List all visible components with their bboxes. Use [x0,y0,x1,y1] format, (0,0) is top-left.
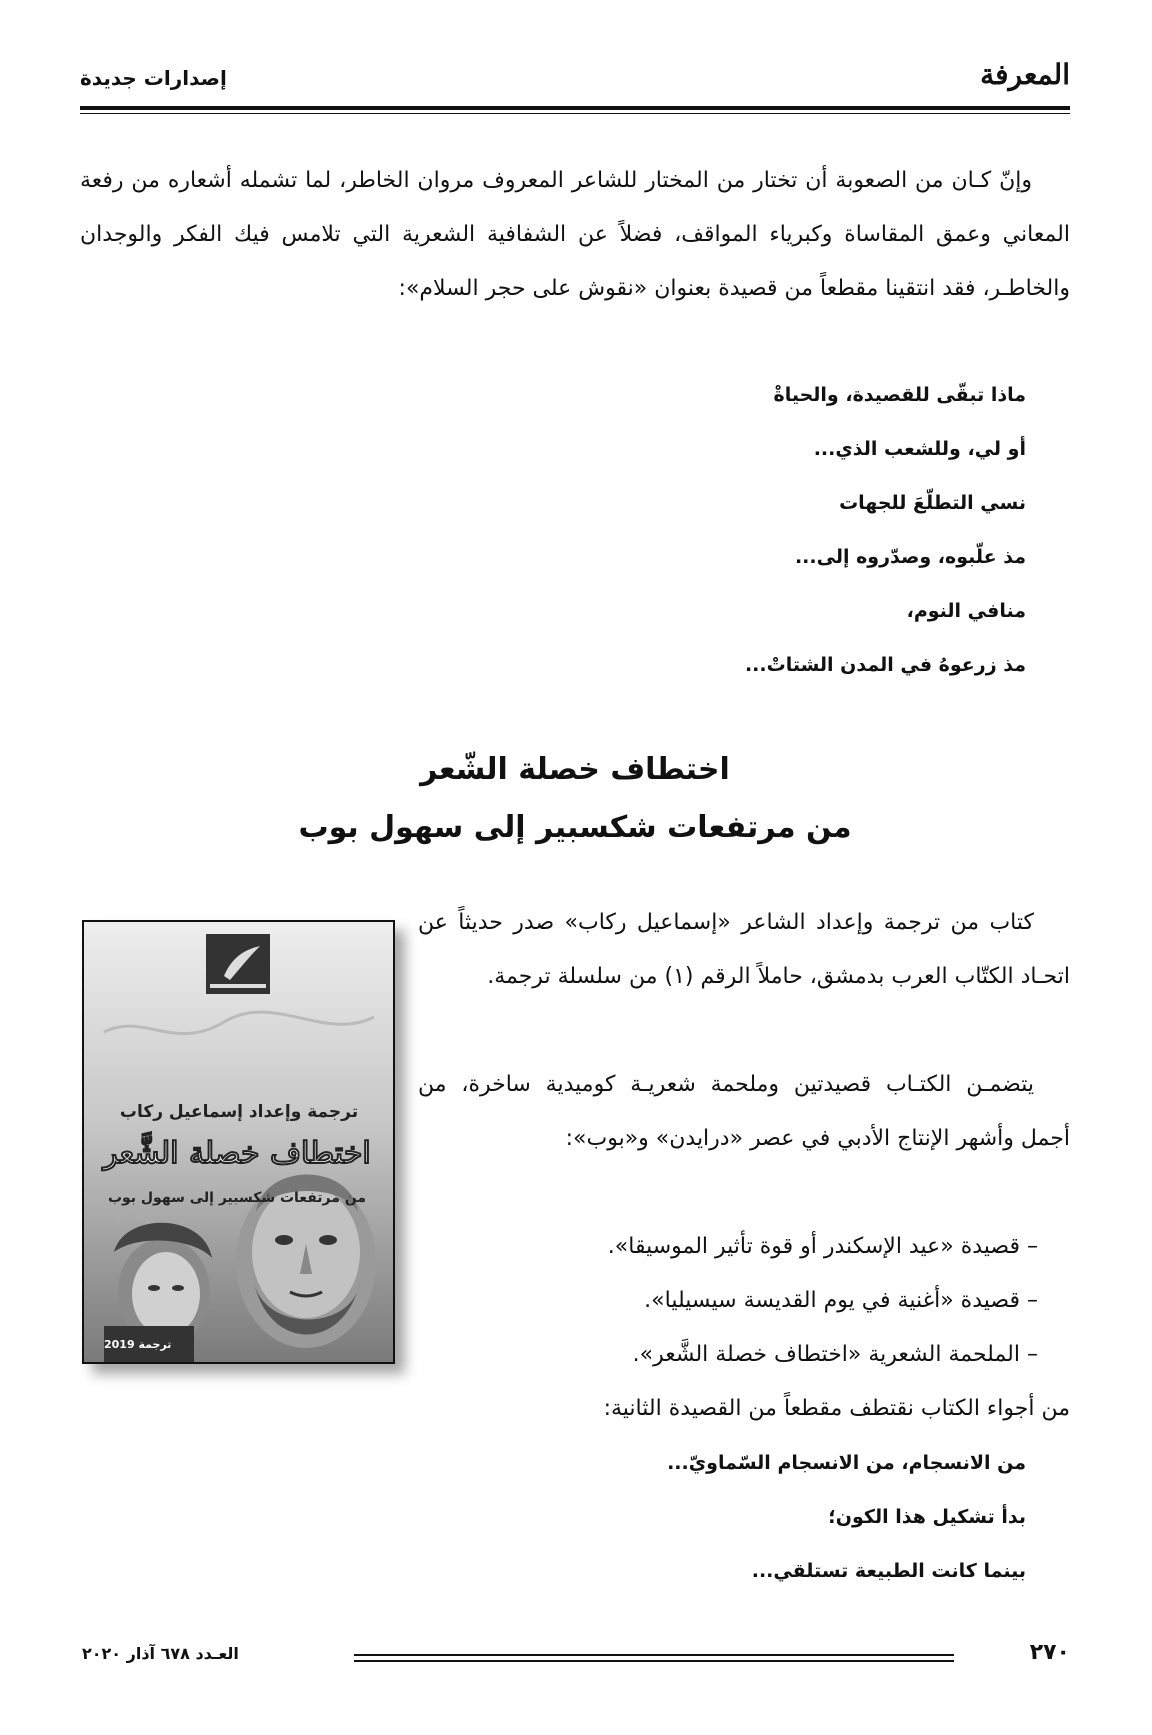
poem-line: منافي النوم، [906,600,1026,622]
article-title: اختطاف خصلة الشّعر [420,752,730,787]
poem-line: مذ علّبوه، وصدّروه إلى... [794,546,1026,568]
cover-title: اختطاف خصلة الشَّعر [103,1136,371,1171]
list-item: – قصيدة «أغنية في يوم القديسة سيسيليا». [644,1288,1038,1313]
header-rule-thick [80,106,1070,110]
poem-line: بينما كانت الطبيعة تستلقي... [751,1560,1026,1582]
excerpt-intro: من أجواء الكتاب نقتطف مقطعاً من القصيدة الثانية: [603,1396,1070,1421]
book-contents-paragraph: يتضمـن الكتـاب قصيدتين وملحمة شعريـة كوميدية ساخرة، من أجمل وأشهر الإنتاج الأدبي في عصر «درايدن» و«بوب»: [418,1072,1070,1151]
poem-excerpt-2 [418,1436,1026,1598]
poem-line: ماذا تبقّى للقصيدة، والحياةْ [773,384,1026,406]
cover-subtitle: من مرتفعات شكسبير إلى سهول بوب [107,1190,367,1206]
poem-excerpt-1 [80,368,1026,692]
section-title: إصدارات جديدة [80,66,227,90]
cover-translator-line: ترجمة وإعداد إسماعيل ركاب [119,1102,359,1122]
book-contents-list [418,1220,1038,1382]
header-rule-thin [80,113,1070,114]
book-intro-paragraph: كتاب من ترجمة وإعداد الشاعر «إسماعيل ركاب» صدر حديثاً عن اتحـاد الكتّاب العرب بدمشق، حاملاً الرقم (١) من سلسلة ترجمة. [418,910,1070,989]
page-header [80,58,1070,98]
issue-info: العـدد ٦٧٨ آذار ٢٠٢٠ [82,1644,239,1663]
footer-rule [354,1660,954,1662]
magazine-logo: المعرفة [980,58,1070,91]
footer-rule [354,1654,954,1656]
list-item: – الملحمة الشعرية «اختطاف خصلة الشَّعر». [632,1342,1038,1367]
page-number: ٢٧٠ [1029,1640,1070,1665]
poem-line: بدأ تشكيل هذا الكون؛ [828,1506,1026,1528]
poem-line: نسي التطلّعَ للجهات [839,492,1026,514]
cover-series-label: ترجمة 2019 [104,1338,172,1351]
poem-line: أو لي، وللشعب الذي... [813,438,1026,460]
book-cover-image [82,920,395,1364]
intro-paragraph: وإنّ كـان من الصعوبة أن تختار من المختار للشاعر المعروف مروان الخاطر، لما تشمله أشعاره من رفعة المعاني وعمق المقاساة وكبرياء المواقف، فضلاً عن الشفافية الشعرية التي تلامس فيك الفكر والوجدان والخاطـر، فقد انتقينا مقطعاً من قصيدة بعنوان «نقوش على حجر السلام»: [80,168,1070,301]
article-subtitle: من مرتفعات شكسبير إلى سهول بوب [298,810,852,845]
poem-line: مذ زرعوهُ في المدن الشتاتْ... [744,654,1026,676]
list-item: – قصيدة «عيد الإسكندر أو قوة تأثير الموسيقا». [607,1234,1038,1259]
poem-line: من الانسجام، من الانسجام السّماويّ... [667,1452,1026,1474]
